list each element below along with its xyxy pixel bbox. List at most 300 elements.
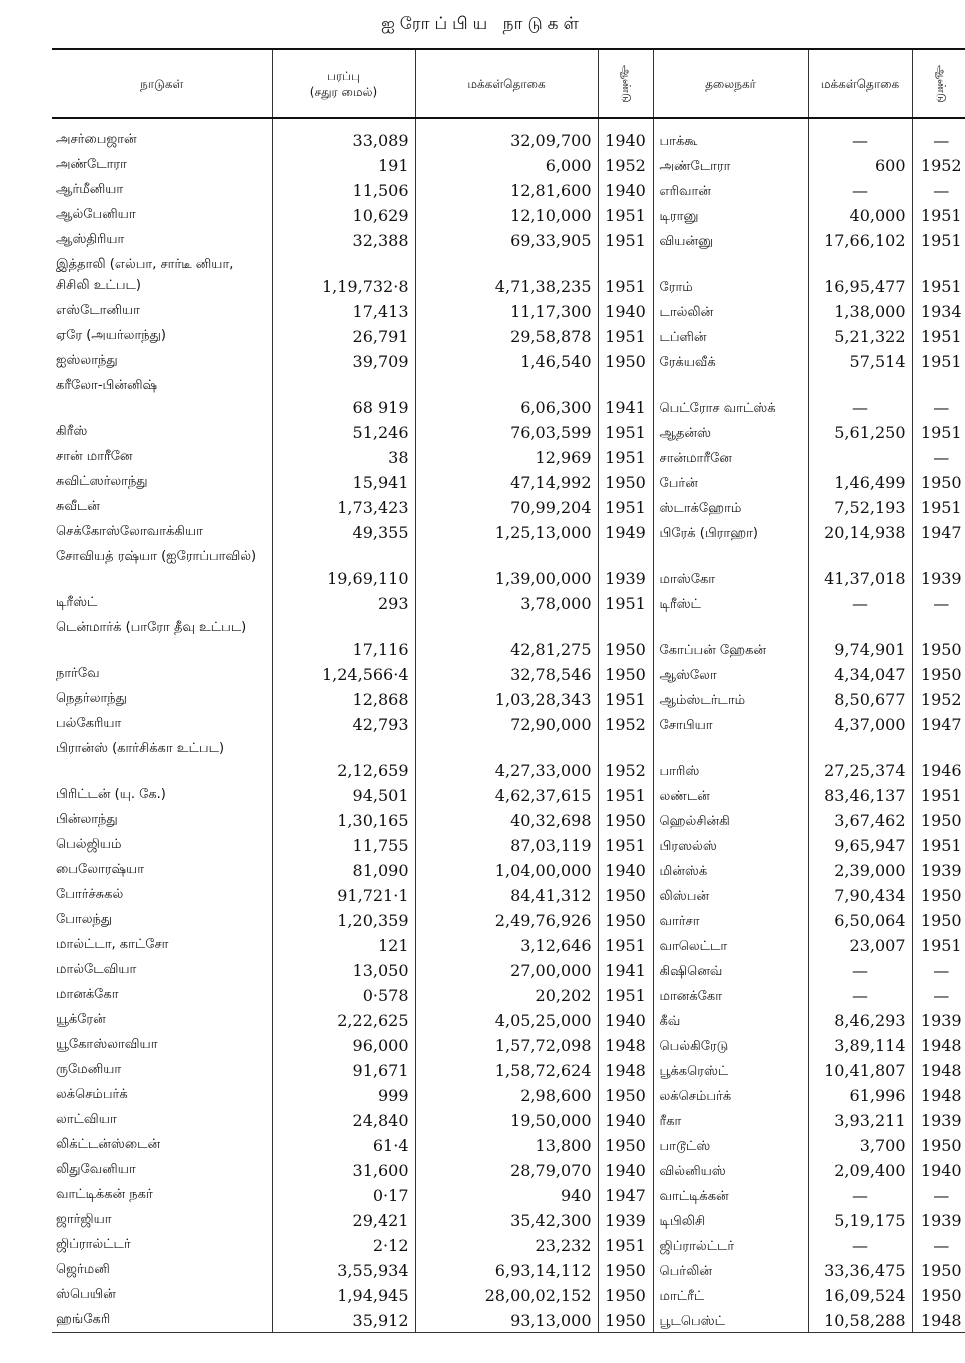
capital-cell: பெர்லின் bbox=[653, 1257, 808, 1282]
capital-cell: டிபிலிசி bbox=[653, 1207, 808, 1232]
capital-population-cell: 600 bbox=[808, 152, 912, 177]
population-cell: 72,90,000 bbox=[415, 711, 598, 736]
capital-population-cell: — bbox=[808, 373, 912, 419]
table-row bbox=[52, 494, 965, 519]
capital-population-cell bbox=[808, 444, 912, 469]
area-cell: 29,421 bbox=[272, 1207, 415, 1232]
population-cell: 1,57,72,098 bbox=[415, 1032, 598, 1057]
population-cell: 11,17,300 bbox=[415, 298, 598, 323]
capital-population-cell: — bbox=[808, 590, 912, 615]
capital-population-cell: 6,50,064 bbox=[808, 907, 912, 932]
capital-cell: ஹெல்சின்கி bbox=[653, 807, 808, 832]
population-cell: 4,05,25,000 bbox=[415, 1007, 598, 1032]
capital-population-cell: 9,74,901 bbox=[808, 615, 912, 661]
country-name: பெல்ஜியம் bbox=[56, 837, 122, 852]
header-capital-population: மக்கள்தொகை bbox=[808, 49, 912, 118]
capital-population-cell: 33,36,475 bbox=[808, 1257, 912, 1282]
capital-cell: பூக்கரெஸ்ட் bbox=[653, 1057, 808, 1082]
country-name: இத்தாலி (எல்பா, சார்டீ னியா, சிசிலி உட்பட) bbox=[56, 257, 234, 293]
year-cell: 1952 bbox=[598, 711, 653, 736]
country-name: செக்கோஸ்லோவாக்கியா bbox=[56, 524, 203, 539]
capital-population-cell: — bbox=[808, 1232, 912, 1257]
capital-population-cell: 57,514 bbox=[808, 348, 912, 373]
area-cell: 3,55,934 bbox=[272, 1257, 415, 1282]
country-name: ஜெர்மனி bbox=[56, 1262, 110, 1277]
capital-cell: டால்லின் bbox=[653, 298, 808, 323]
population-cell: 23,232 bbox=[415, 1232, 598, 1257]
table-row bbox=[52, 252, 965, 298]
table-row bbox=[52, 1257, 965, 1282]
area-cell: 1,24,566·4 bbox=[272, 661, 415, 686]
year-cell: 1941 bbox=[598, 373, 653, 419]
population-cell: 1,25,13,000 bbox=[415, 519, 598, 544]
table-row bbox=[52, 323, 965, 348]
country-name: ஜார்ஜியா bbox=[56, 1212, 112, 1227]
capital-year-cell: 1951 bbox=[912, 323, 965, 348]
year-cell: 1950 bbox=[598, 1132, 653, 1157]
capital-year-cell: 1951 bbox=[912, 252, 965, 298]
capital-population-cell: 4,37,000 bbox=[808, 711, 912, 736]
population-cell: 47,14,992 bbox=[415, 469, 598, 494]
year-cell: 1940 bbox=[598, 857, 653, 882]
header-year-label: ஆண்டு bbox=[619, 65, 633, 103]
country-name: மானக்கோ bbox=[56, 987, 119, 1002]
year-cell: 1950 bbox=[598, 348, 653, 373]
area-cell: 13,050 bbox=[272, 957, 415, 982]
area-cell: 91,721·1 bbox=[272, 882, 415, 907]
capital-cell: வார்சா bbox=[653, 907, 808, 932]
country-name: பிரான்ஸ் (கார்சிக்கா உட்பட) bbox=[56, 741, 225, 756]
population-cell: 2,49,76,926 bbox=[415, 907, 598, 932]
country-name: வாட்டிக்கன் நகர் bbox=[56, 1187, 153, 1202]
capital-population-cell: 41,37,018 bbox=[808, 544, 912, 590]
population-cell: 1,58,72,624 bbox=[415, 1057, 598, 1082]
capital-cell: மின்ஸ்க் bbox=[653, 857, 808, 882]
table-row bbox=[52, 227, 965, 252]
population-cell: 69,33,905 bbox=[415, 227, 598, 252]
country-name: சுவிட்ஸர்லாந்து bbox=[56, 474, 148, 489]
capital-population-cell: 5,61,250 bbox=[808, 419, 912, 444]
population-cell: 28,79,070 bbox=[415, 1157, 598, 1182]
table-row bbox=[52, 177, 965, 202]
population-cell: 42,81,275 bbox=[415, 615, 598, 661]
capital-population-cell: 7,52,193 bbox=[808, 494, 912, 519]
area-cell: 24,840 bbox=[272, 1107, 415, 1132]
capital-year-cell: — bbox=[912, 1232, 965, 1257]
capital-year-cell: 1939 bbox=[912, 544, 965, 590]
area-cell: 1,94,945 bbox=[272, 1282, 415, 1307]
capital-cell: சான்மாரீனே bbox=[653, 444, 808, 469]
area-cell: 68 919 bbox=[272, 373, 415, 419]
capital-population-cell: 3,67,462 bbox=[808, 807, 912, 832]
year-cell: 1951 bbox=[598, 932, 653, 957]
country-name: ருமேனியா bbox=[56, 1062, 122, 1077]
year-cell: 1951 bbox=[598, 590, 653, 615]
area-cell: 61·4 bbox=[272, 1132, 415, 1157]
area-cell: 191 bbox=[272, 152, 415, 177]
population-cell: 1,04,00,000 bbox=[415, 857, 598, 882]
population-cell: 4,62,37,615 bbox=[415, 782, 598, 807]
capital-year-cell: 1940 bbox=[912, 1157, 965, 1182]
country-name: பல்கேரியா bbox=[56, 716, 122, 731]
country-name: நெதர்லாந்து bbox=[56, 691, 127, 706]
table-row bbox=[52, 1232, 965, 1257]
country-name: நார்வே bbox=[56, 666, 100, 681]
capital-year-cell: 1950 bbox=[912, 615, 965, 661]
table-row bbox=[52, 932, 965, 957]
population-cell: 19,50,000 bbox=[415, 1107, 598, 1132]
country-name: ஆர்மீனியா bbox=[56, 182, 124, 197]
year-cell: 1940 bbox=[598, 177, 653, 202]
population-cell: 6,06,300 bbox=[415, 373, 598, 419]
header-area: பரப்பு (சதுர மைல்) bbox=[272, 49, 415, 118]
country-name: ஆஸ்திரியா bbox=[56, 232, 125, 247]
capital-cell: அண்டோரா bbox=[653, 152, 808, 177]
capital-population-cell: — bbox=[808, 982, 912, 1007]
country-name: மால்டேவியா bbox=[56, 962, 137, 977]
year-cell: 1948 bbox=[598, 1057, 653, 1082]
capital-population-cell: — bbox=[808, 127, 912, 152]
country-name: பிரிட்டன் (யு. கே.) bbox=[56, 787, 166, 802]
year-cell: 1951 bbox=[598, 782, 653, 807]
table-row bbox=[52, 152, 965, 177]
year-cell: 1947 bbox=[598, 1182, 653, 1207]
capital-year-cell: — bbox=[912, 957, 965, 982]
country-name: யூகோஸ்லாவியா bbox=[56, 1037, 158, 1052]
table-row bbox=[52, 1082, 965, 1107]
capital-cell: பாக்கூ bbox=[653, 127, 808, 152]
capital-population-cell: 3,93,211 bbox=[808, 1107, 912, 1132]
area-cell: 38 bbox=[272, 444, 415, 469]
country-name: டென்மார்க் (பாரோ தீவு உட்பட) bbox=[56, 620, 247, 635]
year-cell: 1951 bbox=[598, 419, 653, 444]
capital-population-cell: 27,25,374 bbox=[808, 736, 912, 782]
year-cell: 1940 bbox=[598, 127, 653, 152]
country-name: சோவியத் ரஷ்யா (ஐரோப்பாவில்) bbox=[56, 549, 257, 564]
capital-cell: மாட்ரீட் bbox=[653, 1282, 808, 1307]
table-spacer-row bbox=[52, 118, 965, 127]
table-row bbox=[52, 202, 965, 227]
capital-year-cell: 1939 bbox=[912, 1107, 965, 1132]
capital-year-cell: 1950 bbox=[912, 1257, 965, 1282]
capital-year-cell: 1948 bbox=[912, 1082, 965, 1107]
capital-cell: ரேக்யவீக் bbox=[653, 348, 808, 373]
capital-cell: பேர்ன் bbox=[653, 469, 808, 494]
capital-cell: வியன்னு bbox=[653, 227, 808, 252]
country-name: பைலோரஷ்யா bbox=[56, 862, 144, 877]
table-row bbox=[52, 348, 965, 373]
spacer-cell bbox=[808, 118, 912, 127]
capital-year-cell: 1951 bbox=[912, 227, 965, 252]
population-cell: 93,13,000 bbox=[415, 1307, 598, 1332]
year-cell: 1951 bbox=[598, 494, 653, 519]
capital-cell: பிரேக் (பிராஹா) bbox=[653, 519, 808, 544]
capital-cell: பிரஸல்ஸ் bbox=[653, 832, 808, 857]
population-cell: 3,12,646 bbox=[415, 932, 598, 957]
year-cell: 1940 bbox=[598, 1007, 653, 1032]
table-row bbox=[52, 127, 965, 152]
header-capital: தலைநகர் bbox=[653, 49, 808, 118]
area-cell: 51,246 bbox=[272, 419, 415, 444]
table-row bbox=[52, 1307, 965, 1332]
capital-year-cell: 1939 bbox=[912, 1207, 965, 1232]
capital-population-cell: 7,90,434 bbox=[808, 882, 912, 907]
year-cell: 1950 bbox=[598, 907, 653, 932]
capital-cell: பாடூட்ஸ் bbox=[653, 1132, 808, 1157]
capital-year-cell: — bbox=[912, 127, 965, 152]
capital-year-cell: 1939 bbox=[912, 857, 965, 882]
capital-cell: ஜிப்ரால்ட்டர் bbox=[653, 1232, 808, 1257]
table-row bbox=[52, 982, 965, 1007]
table-row bbox=[52, 857, 965, 882]
table-row bbox=[52, 882, 965, 907]
area-cell: 10,629 bbox=[272, 202, 415, 227]
table-row bbox=[52, 1207, 965, 1232]
area-cell: 91,671 bbox=[272, 1057, 415, 1082]
capital-population-cell: 20,14,938 bbox=[808, 519, 912, 544]
capital-cell: கிஷினெவ் bbox=[653, 957, 808, 982]
population-cell: 940 bbox=[415, 1182, 598, 1207]
year-cell: 1950 bbox=[598, 661, 653, 686]
population-cell: 35,42,300 bbox=[415, 1207, 598, 1232]
area-cell: 0·578 bbox=[272, 982, 415, 1007]
table-row bbox=[52, 782, 965, 807]
capital-cell: பெட்ரோச வாட்ஸ்க் bbox=[653, 373, 808, 419]
country-name: ஆல்பேனியா bbox=[56, 207, 136, 222]
population-cell: 6,93,14,112 bbox=[415, 1257, 598, 1282]
country-name: பின்லாந்து bbox=[56, 812, 118, 827]
countries-table bbox=[52, 48, 965, 1333]
table-body bbox=[52, 118, 965, 1332]
capital-year-cell: 1934 bbox=[912, 298, 965, 323]
capital-year-cell: 1950 bbox=[912, 907, 965, 932]
area-cell: 15,941 bbox=[272, 469, 415, 494]
country-name: ஐஸ்லாந்து bbox=[56, 353, 118, 368]
area-cell: 12,868 bbox=[272, 686, 415, 711]
table-row bbox=[52, 298, 965, 323]
capital-year-cell: — bbox=[912, 177, 965, 202]
capital-population-cell: 83,46,137 bbox=[808, 782, 912, 807]
capital-year-cell: 1951 bbox=[912, 348, 965, 373]
area-cell: 17,413 bbox=[272, 298, 415, 323]
capital-population-cell: 17,66,102 bbox=[808, 227, 912, 252]
country-name: எஸ்டோனியா bbox=[56, 303, 140, 318]
year-cell: 1951 bbox=[598, 202, 653, 227]
area-cell: 1,20,359 bbox=[272, 907, 415, 932]
population-cell: 70,99,204 bbox=[415, 494, 598, 519]
capital-year-cell: 1948 bbox=[912, 1057, 965, 1082]
capital-population-cell: 10,41,807 bbox=[808, 1057, 912, 1082]
country-name: ஸ்பெயின் bbox=[56, 1287, 116, 1302]
spacer-cell bbox=[653, 118, 808, 127]
header-capital-year-label: ஆண்டு bbox=[935, 65, 949, 103]
capital-year-cell: 1952 bbox=[912, 686, 965, 711]
table-row bbox=[52, 519, 965, 544]
country-name: போர்ச்சுகல் bbox=[56, 887, 124, 902]
spacer-cell bbox=[598, 118, 653, 127]
capital-cell: ஆதன்ஸ் bbox=[653, 419, 808, 444]
country-name: யூக்ரேன் bbox=[56, 1012, 106, 1027]
area-cell: 81,090 bbox=[272, 857, 415, 882]
year-cell: 1940 bbox=[598, 1157, 653, 1182]
table-row bbox=[52, 469, 965, 494]
capital-year-cell: — bbox=[912, 590, 965, 615]
year-cell: 1951 bbox=[598, 1232, 653, 1257]
year-cell: 1951 bbox=[598, 444, 653, 469]
capital-population-cell: 10,58,288 bbox=[808, 1307, 912, 1332]
capital-population-cell: 1,46,499 bbox=[808, 469, 912, 494]
population-cell: 12,969 bbox=[415, 444, 598, 469]
year-cell: 1951 bbox=[598, 252, 653, 298]
capital-population-cell: 23,007 bbox=[808, 932, 912, 957]
table-row bbox=[52, 1282, 965, 1307]
capital-cell: பூடபெஸ்ட் bbox=[653, 1307, 808, 1332]
table-row bbox=[52, 957, 965, 982]
area-cell: 31,600 bbox=[272, 1157, 415, 1182]
year-cell: 1939 bbox=[598, 1207, 653, 1232]
population-cell: 12,10,000 bbox=[415, 202, 598, 227]
population-cell: 32,09,700 bbox=[415, 127, 598, 152]
capital-cell: டிரீஸ்ட் bbox=[653, 590, 808, 615]
country-name: லிக்ட்டன்ஸ்டைன் bbox=[56, 1137, 161, 1152]
population-cell: 4,27,33,000 bbox=[415, 736, 598, 782]
population-cell: 1,39,00,000 bbox=[415, 544, 598, 590]
capital-year-cell: 1950 bbox=[912, 661, 965, 686]
year-cell: 1950 bbox=[598, 807, 653, 832]
year-cell: 1951 bbox=[598, 982, 653, 1007]
capital-year-cell: 1947 bbox=[912, 519, 965, 544]
table-row bbox=[52, 832, 965, 857]
country-name: லிதுவேனியா bbox=[56, 1162, 136, 1177]
area-cell: 94,501 bbox=[272, 782, 415, 807]
capital-year-cell: 1950 bbox=[912, 882, 965, 907]
year-cell: 1950 bbox=[598, 1082, 653, 1107]
country-name: ஹங்கேரி bbox=[52, 1307, 272, 1332]
area-cell: 49,355 bbox=[272, 519, 415, 544]
country-name: டிரீஸ்ட் bbox=[56, 595, 98, 610]
spacer-cell bbox=[272, 118, 415, 127]
capital-population-cell: 9,65,947 bbox=[808, 832, 912, 857]
area-cell: 2,12,659 bbox=[272, 736, 415, 782]
capital-population-cell: 3,700 bbox=[808, 1132, 912, 1157]
area-cell: 1,73,423 bbox=[272, 494, 415, 519]
table-row bbox=[52, 590, 965, 615]
year-cell: 1950 bbox=[598, 1307, 653, 1332]
capital-cell: பாரிஸ் bbox=[653, 736, 808, 782]
year-cell: 1951 bbox=[598, 832, 653, 857]
area-cell: 11,755 bbox=[272, 832, 415, 857]
country-name: சான் மாரீனே bbox=[56, 449, 133, 464]
capital-cell: வாட்டிக்கன் bbox=[653, 1182, 808, 1207]
capital-year-cell: 1951 bbox=[912, 782, 965, 807]
table-row bbox=[52, 419, 965, 444]
population-cell: 28,00,02,152 bbox=[415, 1282, 598, 1307]
country-name: ஜிப்ரால்ட்டர் bbox=[56, 1237, 131, 1252]
year-cell: 1952 bbox=[598, 736, 653, 782]
table-row bbox=[52, 736, 965, 782]
area-cell: 1,30,165 bbox=[272, 807, 415, 832]
area-cell: 17,116 bbox=[272, 615, 415, 661]
spacer-cell bbox=[415, 118, 598, 127]
capital-year-cell: 1951 bbox=[912, 419, 965, 444]
population-cell: 3,78,000 bbox=[415, 590, 598, 615]
capital-year-cell: — bbox=[912, 444, 965, 469]
area-cell: 42,793 bbox=[272, 711, 415, 736]
population-cell: 32,78,546 bbox=[415, 661, 598, 686]
capital-cell: ஸ்டாக்ஹோம் bbox=[653, 494, 808, 519]
capital-population-cell: 1,38,000 bbox=[808, 298, 912, 323]
country-name: அசர்பைஜான் bbox=[56, 132, 137, 147]
country-name: மால்ட்டா, காட்சோ bbox=[56, 937, 169, 952]
capital-year-cell: 1939 bbox=[912, 1007, 965, 1032]
header-capital-year bbox=[912, 49, 965, 118]
area-cell: 1,19,732·8 bbox=[272, 252, 415, 298]
capital-population-cell: — bbox=[808, 957, 912, 982]
year-cell: 1940 bbox=[598, 1107, 653, 1132]
area-cell: 2,22,625 bbox=[272, 1007, 415, 1032]
capital-cell: மாஸ்கோ bbox=[653, 544, 808, 590]
table-row bbox=[52, 1007, 965, 1032]
capital-population-cell: 5,19,175 bbox=[808, 1207, 912, 1232]
capital-cell: பெல்கிரேடு bbox=[653, 1032, 808, 1057]
capital-cell: ரீகா bbox=[653, 1107, 808, 1132]
capital-population-cell: 2,39,000 bbox=[808, 857, 912, 882]
population-cell: 40,32,698 bbox=[415, 807, 598, 832]
capital-population-cell: 2,09,400 bbox=[808, 1157, 912, 1182]
capital-year-cell: 1950 bbox=[912, 807, 965, 832]
area-cell: 39,709 bbox=[272, 348, 415, 373]
year-cell: 1950 bbox=[598, 469, 653, 494]
table-row bbox=[52, 1157, 965, 1182]
population-cell: 87,03,119 bbox=[415, 832, 598, 857]
capital-cell: டிரானு bbox=[653, 202, 808, 227]
population-cell: 1,03,28,343 bbox=[415, 686, 598, 711]
capital-year-cell: 1947 bbox=[912, 711, 965, 736]
capital-population-cell: 40,000 bbox=[808, 202, 912, 227]
country-name: அண்டோரா bbox=[56, 157, 127, 172]
capital-year-cell: 1951 bbox=[912, 932, 965, 957]
capital-cell: மானக்கோ bbox=[653, 982, 808, 1007]
capital-year-cell: — bbox=[912, 1182, 965, 1207]
year-cell: 1950 bbox=[598, 1257, 653, 1282]
table-header-row bbox=[52, 49, 965, 118]
spacer-cell bbox=[912, 118, 965, 127]
country-name: லக்செம்பர்க் bbox=[56, 1087, 128, 1102]
population-cell: 84,41,312 bbox=[415, 882, 598, 907]
area-cell: 32,388 bbox=[272, 227, 415, 252]
capital-year-cell: — bbox=[912, 982, 965, 1007]
country-name: போலந்து bbox=[56, 912, 113, 927]
capital-year-cell: 1950 bbox=[912, 469, 965, 494]
capital-cell: கோப்பன் ஹேகன் bbox=[653, 615, 808, 661]
year-cell: 1941 bbox=[598, 957, 653, 982]
table-row bbox=[52, 907, 965, 932]
area-cell: 11,506 bbox=[272, 177, 415, 202]
capital-year-cell: 1950 bbox=[912, 1282, 965, 1307]
year-cell: 1952 bbox=[598, 152, 653, 177]
year-cell: 1951 bbox=[598, 686, 653, 711]
table-row bbox=[52, 444, 965, 469]
header-country: நாடுகள் bbox=[52, 49, 272, 118]
year-cell: 1951 bbox=[598, 227, 653, 252]
area-cell: 19,69,110 bbox=[272, 544, 415, 590]
capital-population-cell: — bbox=[808, 1182, 912, 1207]
capital-population-cell: 61,996 bbox=[808, 1082, 912, 1107]
area-cell: 33,089 bbox=[272, 127, 415, 152]
year-cell: 1951 bbox=[598, 323, 653, 348]
table-row bbox=[52, 711, 965, 736]
country-name: கரீலோ-பின்னிஷ் bbox=[56, 378, 158, 393]
